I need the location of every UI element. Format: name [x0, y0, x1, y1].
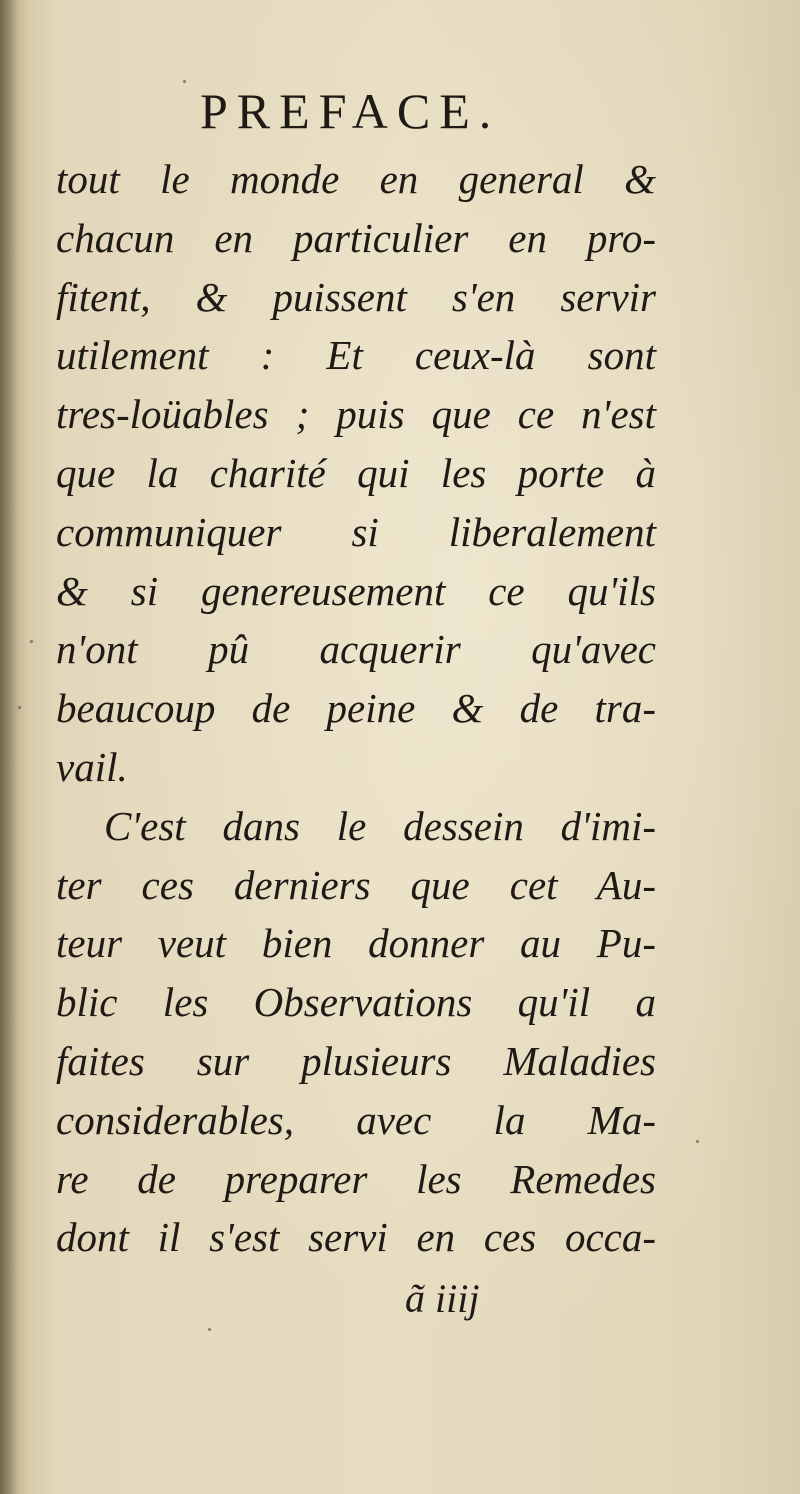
paper-speck	[183, 80, 186, 83]
text-line: beaucoup de peine & de tra-	[56, 685, 656, 732]
text-line: tout le monde en general &	[56, 156, 656, 202]
text-line: n'ont pû acquerir qu'avec	[56, 626, 656, 673]
text-line: tres-loüables ; puis que ce n'est	[56, 391, 656, 438]
page-body	[56, 150, 656, 1267]
text-line: que la charité qui les porte à	[56, 449, 656, 496]
text-line: ter ces derniers que cet Au-	[56, 861, 656, 908]
page-header: PREFACE.	[200, 83, 501, 139]
paper-speck	[18, 706, 21, 709]
text-line: vail.	[56, 743, 128, 790]
text-line: fitent, & puissent s'en servir	[56, 273, 656, 320]
text-line: considerables, avec la Ma-	[56, 1096, 656, 1143]
paper-speck	[30, 640, 33, 643]
paper-speck	[696, 1140, 699, 1143]
text-line: teur veut bien donner au Pu-	[56, 920, 656, 967]
text-line: blic les Observations qu'il a	[56, 979, 656, 1026]
text-line: faites sur plusieurs Maladies	[56, 1037, 656, 1084]
text-line: communiquer si liberalement	[56, 508, 656, 555]
paper-speck	[208, 1328, 211, 1331]
signature-mark: ã iiij	[405, 1276, 480, 1321]
text-line: dont il s'est servi en ces occa-	[56, 1214, 656, 1261]
text-line: & si genereusement ce qu'ils	[56, 567, 656, 614]
text-line: utilement : Et ceux-là sont	[56, 332, 656, 379]
text-line: re de preparer les Remedes	[56, 1155, 656, 1202]
binding-gutter	[0, 0, 18, 1494]
text-line-paragraph-start: C'est dans le dessein d'imi-	[104, 802, 656, 849]
text-line: chacun en particulier en pro-	[56, 214, 656, 261]
